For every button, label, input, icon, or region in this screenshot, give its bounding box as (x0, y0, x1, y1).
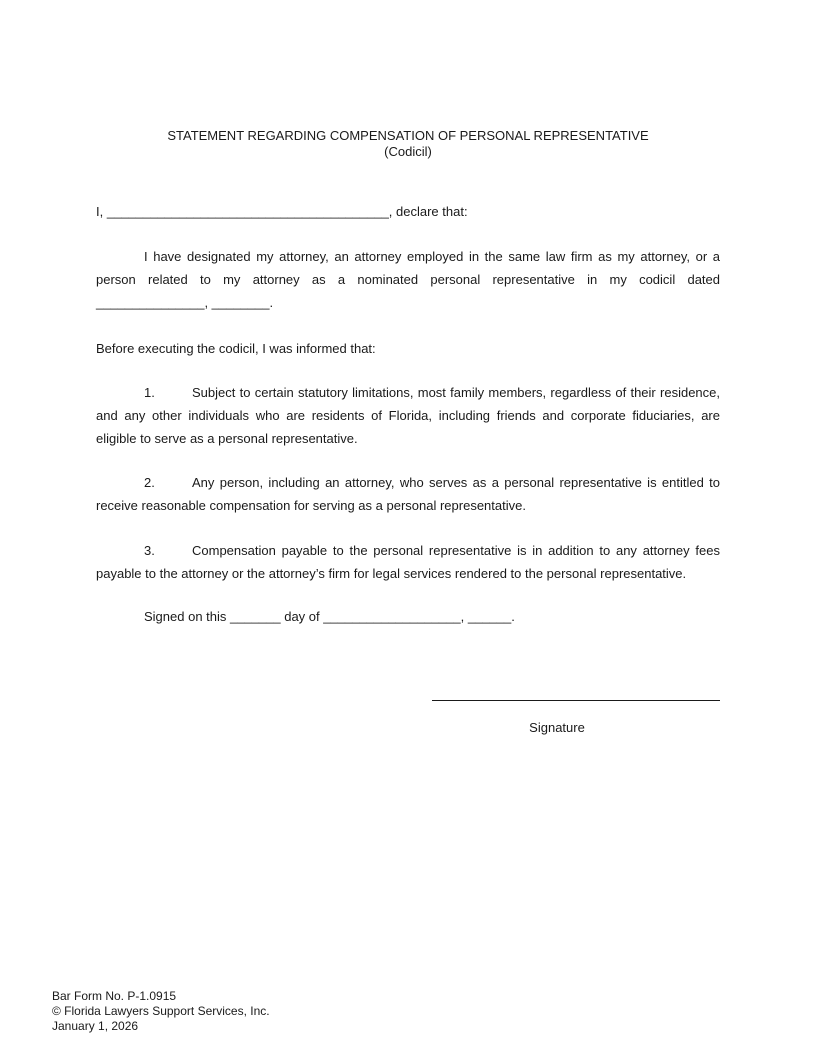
signed-date-line: Signed on this _______ day of ___________________, ______. (144, 609, 515, 624)
item-text: Compensation payable to the personal representative is in addition to any attorney fees payable to the attorney or the attorney’s firm for legal services rendered to the personal representative. (96, 543, 720, 581)
item-text: Any person, including an attorney, who serves as a personal representative is entitled to receive reasonable compensation for serving as a personal representative. (96, 475, 720, 513)
item-number: 2. (144, 475, 155, 490)
title-main: STATEMENT REGARDING COMPENSATION OF PERSONAL REPRESENTATIVE (167, 128, 649, 143)
designation-paragraph (96, 245, 720, 314)
item-text: Subject to certain statutory limitations, most family members, regardless of their residence, and any other individuals who are residents of Florida, including friends and corporate fiduciaries, are eligible to serve as a personal representative. (96, 385, 720, 446)
document-footer (52, 989, 270, 1034)
declaration-line: I, _______________________________________, declare that: (96, 204, 468, 219)
list-item-3 (96, 539, 720, 585)
signature-label: Signature (529, 720, 585, 735)
designation-text: I have designated my attorney, an attorney employed in the same law firm as my attorney, or a person related to my attorney as a nominated personal representative in my codicil dated _______________, ________. (96, 249, 720, 310)
item-number: 1. (144, 385, 155, 400)
informed-intro: Before executing the codicil, I was informed that: (96, 341, 376, 356)
list-item-1 (96, 381, 720, 450)
item-number: 3. (144, 543, 155, 558)
footer-form-number: Bar Form No. P-1.0915 (52, 989, 177, 1003)
footer-date: January 1, 2026 (52, 1019, 139, 1033)
title-sub: (Codicil) (384, 144, 432, 159)
document-title (96, 128, 720, 160)
list-item-2 (96, 471, 720, 517)
signature-line[interactable] (432, 700, 720, 701)
footer-copyright: © Florida Lawyers Support Services, Inc. (52, 1004, 270, 1018)
